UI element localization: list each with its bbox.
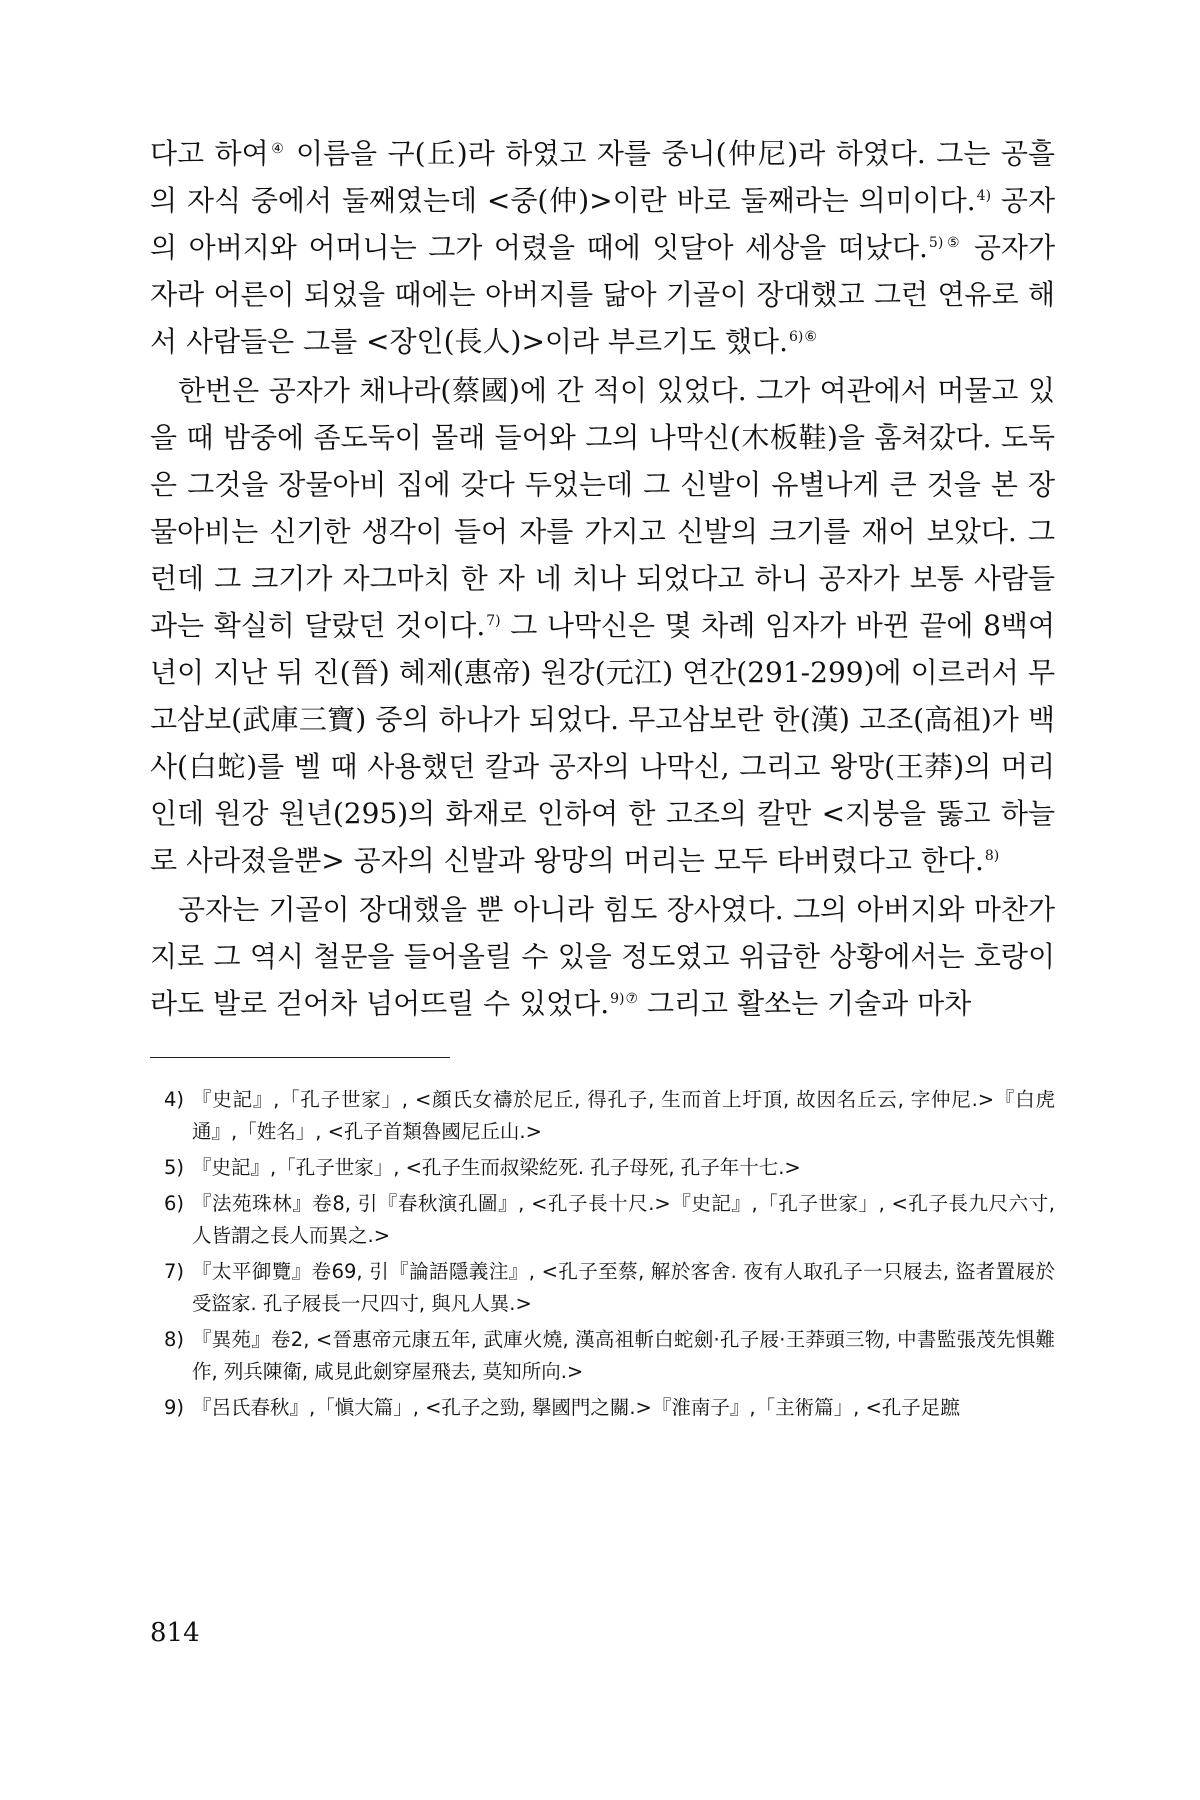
footnote-text: 『異苑』卷2, <晉惠帝元康五年, 武庫火燒, 漢高祖斬白蛇劍·孔子屐·王莽頭三物, 中書監張茂先惧難作, 列兵陳衛, 咸見此劍穿屋飛去, 莫知所向.> (192, 1328, 1055, 1383)
text-run: 그리고 활쏘는 기술과 마차 (638, 987, 972, 1020)
footnote-4 (150, 1084, 1055, 1148)
footnote-text: 『史記』,「孔子世家」, <顔氏女禱於尼丘, 得孔子, 生而首上圩頂, 故因名丘云, 字仲尼.>『白虎通』,「姓名」, <孔子首類魯國尼丘山.> (192, 1088, 1055, 1143)
footnote-divider (150, 1057, 450, 1058)
paragraph-2 (150, 367, 1055, 884)
text-run: 다고 하여 (150, 137, 269, 170)
paragraph-1 (150, 130, 1055, 365)
page-number: 814 (150, 1618, 200, 1648)
paragraph-3 (150, 886, 1055, 1027)
footnote-text: 『史記』,「孔子世家」, <孔子生而叔梁紇死. 孔子母死, 孔子年十七.> (192, 1156, 801, 1179)
note-marker: ⑥ (804, 328, 817, 345)
body-text (150, 130, 1055, 1027)
note-marker: ⑤ (944, 234, 963, 251)
note-marker: 9) (610, 990, 625, 1007)
text-run: 공자가 자라 어른이 되었을 때에는 아버지를 닮아 기골이 장대했고 그런 연유로 해서 사람들은 그를 <장인(長人)>이라 부르기도 했다. (150, 231, 1055, 358)
note-marker: 7) (486, 612, 501, 629)
text-run: 한번은 공자가 채나라(蔡國)에 간 적이 있었다. 그가 여관에서 머물고 있을 때 밤중에 좀도둑이 몰래 들어와 그의 나막신(木板鞋)을 훔쳐갔다. 도둑은 그것을 장물아비 집에 갖다 두었는데 그 신발이 유별나게 큰 것을 본 장물아비는 신기한 생각이 들어 자를 가지고 신발의 크기를 재어 보았다. 그런데 그 크기가 자그마치 한 자 네 치나 되었다고 하니 공자가 보통 사람들과는 확실히 달랐던 것이다. (150, 374, 1055, 642)
note-marker: 5) (928, 234, 944, 251)
footnote-number: 6) (164, 1192, 185, 1215)
footnote-number: 5) (164, 1156, 185, 1179)
footnote-number: 7) (164, 1260, 185, 1283)
note-marker: ⑦ (625, 990, 639, 1007)
footnote-number: 4) (164, 1088, 185, 1111)
note-marker: 4) (976, 187, 992, 204)
text-run: 공자는 기골이 장대했을 뿐 아니라 힘도 장사였다. 그의 아버지와 마찬가지로 그 역시 철문을 들어올릴 수 있을 정도였고 위급한 상황에서는 호랑이라도 발로 걷어차 넘어뜨릴 수 있었다. (150, 893, 1055, 1020)
footnote-number: 9) (164, 1396, 185, 1419)
note-marker: ④ (269, 140, 286, 157)
text-run: 공자의 아버지와 어머니는 그가 어렸을 때에 잇달아 세상을 떠났다. (150, 184, 1055, 264)
footnote-5 (150, 1152, 1055, 1184)
footnote-number: 8) (164, 1328, 185, 1351)
footnote-text: 『太平御覽』卷69, 引『論語隱義注』, <孔子至蔡, 解於客舍. 夜有人取孔子一只屐去, 盜者置屐於受盜家. 孔子屐長一尺四寸, 與凡人異.> (192, 1260, 1055, 1315)
footnote-7 (150, 1256, 1055, 1320)
footnote-text: 『呂氏春秋』,「愼大篇」, <孔子之勁, 擧國門之關.>『淮南子』,「主術篇」, <孔子足蹠 (192, 1396, 960, 1419)
book-page (150, 130, 1055, 1750)
footnote-8 (150, 1324, 1055, 1388)
footnote-text: 『法苑珠林』卷8, 引『春秋演孔圖』, <孔子長十尺.>『史記』,「孔子世家」, <孔子長九尺六寸, 人皆謂之長人而異之.> (192, 1192, 1055, 1247)
text-run: 이름을 구(丘)라 하였고 자를 중니(仲尼)라 하였다. 그는 공흘의 자식 중에서 둘째였는데 <중(仲)>이란 바로 둘째라는 의미이다. (150, 137, 1055, 217)
footnote-6 (150, 1188, 1055, 1252)
footnote-list (150, 1084, 1055, 1424)
note-marker: 6) (789, 328, 804, 345)
note-marker: 8) (984, 847, 1000, 864)
footnote-9 (150, 1392, 1055, 1424)
text-run: 그 나막신은 몇 차례 임자가 바뀐 끝에 8백여 년이 지난 뒤 진(晉) 혜제(惠帝) 원강(元江) 연간(291-299)에 이르러서 무고삼보(武庫三寶) 중의 하나가 되었다. 무고삼보란 한(漢) 고조(高祖)가 백사(白蛇)를 벨 때 사용했던 칼과 공자의 나막신, 그리고 왕망(王莽)의 머리인데 원강 원년(295)의 화재로 인하여 한 고조의 칼만 <지붕을 뚫고 하늘로 사라졌을뿐> 공자의 신발과 왕망의 머리는 모두 타버렸다고 한다. (150, 609, 1055, 877)
